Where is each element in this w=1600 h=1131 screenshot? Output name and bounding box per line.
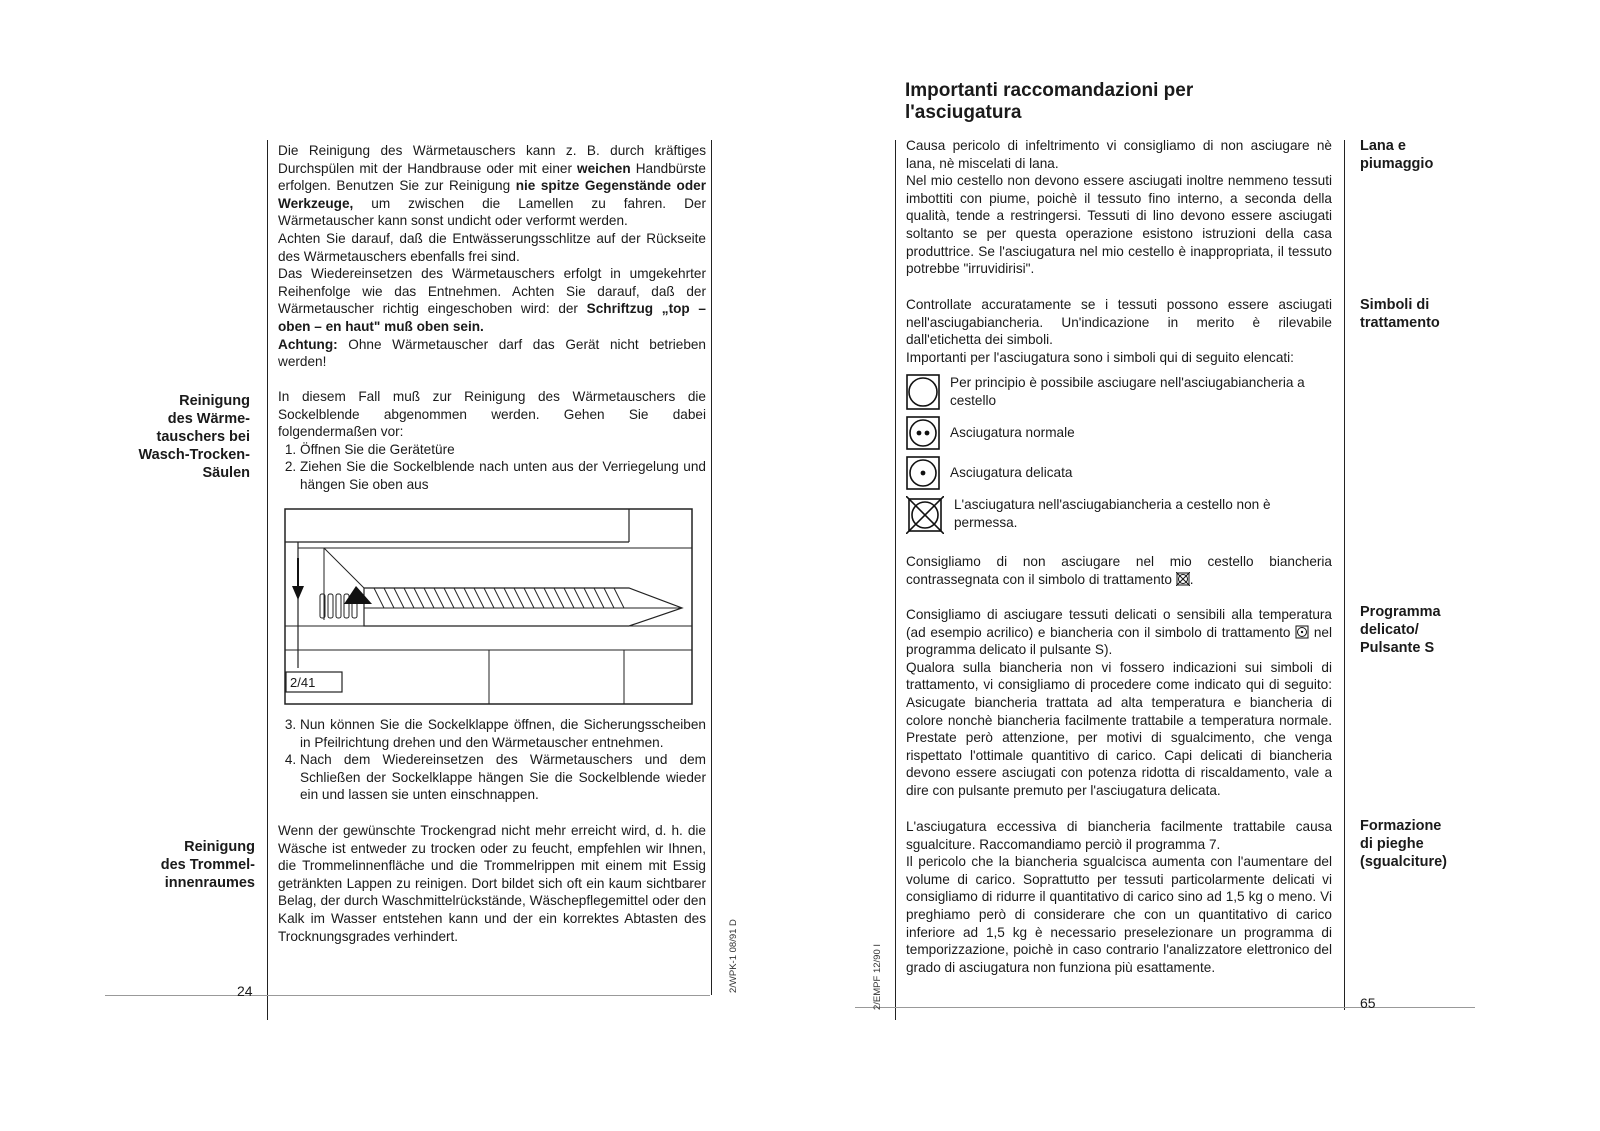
code-tag-right: 2/EMPF 12/90 I [872, 943, 883, 1010]
paragraph: Il pericolo che la biancheria sgualcisca aumenta con l'aumentare del volume di carico. Soprattutto per tessuti particolarmente delicati vi consigliamo di ridurre il quantitativo di carico sino ad 1,5 kg o meno. Vi preghiamo però di considerare che con un quantitativo di carico inferiore ad 1,5 kg è necessario preselezionare un programma di temporizzazione, poichè in caso contrario l'analizzatore elettronico del grado di asciugatura non funziona più esattamente. [906, 854, 1332, 975]
symbols-list [906, 374, 1332, 540]
left-right-rule [711, 140, 712, 995]
paragraph: Qualora sulla biancheria non vi fossero indicazioni sui simboli di trattamento, vi consigliamo di procedere come indicato qui di seguito: Asicugate biancheria trattata ad alta temperatura e biancheria di colore nonchè biancheria facilmente trattabile a temperatura normale. Prestate però attenzione, per motivi di sgualcimento, che venga rispettato l'ottimale quantitivo di carico. Capi delicati di biancheria devono essere asciugati con potenza ridotta di riscaldamento, vale a dire con pulsante premuto per l'asciugatura delicata. [906, 659, 1332, 798]
right-symbols-text [906, 296, 1332, 366]
heading-drum-interior: Reinigung des Trommel- innenraumes [160, 839, 255, 891]
paragraph: Importanti per l'asciugatura sono i simboli qui di seguito elencati: [906, 349, 1294, 365]
page-number-right: 65 [1360, 995, 1376, 1011]
tumble-dry-delicate-icon [906, 456, 940, 490]
paragraph: Das Wiedereinsetzen des Wärmetauschers erfolgt in umgekehrter Reihenfolge wie das Entnehmen. Achten Sie darauf, daß der Wärmetauscher richtig eingeschoben wird: der Schriftzug „top – oben – en haut" muß oben sein. [278, 266, 706, 334]
do-not-tumble-dry-icon [1176, 572, 1190, 586]
left-footer-rule [105, 995, 710, 996]
page-title: Importanti raccomandazioni per l'asciugatura [905, 80, 1194, 123]
steps-list-a [278, 441, 706, 494]
warning-paragraph: Achtung: Ohne Wärmetauscher darf das Gerät nicht betrieben werden! [278, 336, 706, 370]
heat-exchanger-figure [284, 508, 694, 706]
paragraph: Causa pericolo di infeltrimento vi consigliamo di non asciugare nè lana, nè miscelati di lana. [906, 138, 1332, 171]
list-item: L'asciugatura nell'asciugabiancheria a cestello non è permessa. [906, 496, 1332, 534]
left-drum-text [278, 822, 706, 945]
heading-creases: Formazione di pieghe (sgualciture) [1360, 818, 1448, 870]
list-item: 2. Ziehen Sie die Sockelblende nach unten aus der Verriegelung und hängen Sie oben aus [300, 458, 706, 493]
right-left-rule [895, 140, 896, 1020]
paragraph: L'asciugatura eccessiva di biancheria facilmente trattabile causa sgualciture. Raccomandiamo perciò il programma 7. [906, 819, 1332, 852]
tumble-dry-allowed-icon [906, 374, 940, 410]
list-item: 3. Nun können Sie die Sockelklappe öffnen, die Sicherungsscheiben in Pfeilrichtung drehen und den Wärmetauscher entnehmen. [300, 716, 706, 751]
right-footer-rule [855, 1007, 1475, 1008]
paragraph: Die Reinigung des Wärmetauschers kann z. B. durch kräftiges Durchspülen mit der Handbrause oder mit einer weichen Handbürste erfolgen. Benutzen Sie zur Reinigung nie spitze Gegenstände oder Werkzeuge, um zwischen die Lamellen zu fahren. Der Wärmetauscher kann sonst undicht oder verformt werden. [278, 143, 706, 229]
tumble-dry-delicate-icon [1295, 625, 1309, 639]
do-not-tumble-dry-icon [906, 496, 944, 534]
heading-delicate: Programma delicato/ Pulsante S [1360, 604, 1441, 656]
paragraph: Achten Sie darauf, daß die Entwässerungsschlitze auf der Rückseite des Wärmetauschers ebenfalls frei sind. [278, 230, 706, 264]
steps-list-b [278, 716, 706, 804]
right-creases-text [906, 818, 1332, 976]
heading-heat-exchanger: Reinigung des Wärme- tauschers bei Wasch-Trocken- Säulen [138, 393, 250, 481]
paragraph: Wenn der gewünschte Trockengrad nicht mehr erreicht wird, d. h. die Wäsche ist entweder zu trocken oder zu feucht, empfehlen wir Ihnen, die Trommelinnenfläche und die Trommelrippen mit einem mit Essig getränkten Lappen zu reinigen. Dort bildet sich oft ein kaum sichtbarer Belag, der durch Waschmittelrückstände, Wäschepflegemittel oder den Kalk im Wasser entstehen kann und der ein korrektes Abtasten des Trocknungsgrades verhindert. [278, 823, 706, 944]
figure-label: 2/41 [290, 675, 316, 690]
paragraph: Consigliamo di asciugare tessuti delicati o sensibili alla temperatura (ad esempio acrilico) e biancheria con il simbolo di trattamento nel programma delicato il pulsante S). [906, 607, 1332, 658]
list-item: Asciugatura delicata [906, 456, 1332, 490]
right-not-allowed-text [906, 553, 1332, 588]
list-item: Per principio è possibile asciugare nell'asciugabiancheria a cestello [906, 374, 1332, 410]
list-item: 1. Öffnen Sie die Gerätetüre [300, 441, 706, 459]
right-wool-text [906, 137, 1332, 278]
paragraph: Consigliamo di non asciugare nel mio cestello biancheria contrassegnata con il simbolo di trattamento . [906, 554, 1332, 587]
heading-symbols: Simboli di trattamento [1360, 297, 1440, 331]
left-steps-b [278, 716, 706, 804]
tumble-dry-normal-icon [906, 416, 940, 450]
list-item: Asciugatura normale [906, 416, 1332, 450]
left-base-panel-text [278, 388, 706, 494]
paragraph: Nel mio cestello non devono essere asciugati inoltre nemmeno tessuti imbottiti con piume, poichè il tessuto fino interno, a seconda della qualità, tende a restringersi. Tessuti di lino devono essere asciugati soltanto se per questa operazione esistono istruzioni della casa produttrice. Se l'asciugatura nel mio cestello è inappropriata, il tessuto potrebbe "irruvidirisi". [906, 173, 1332, 277]
code-tag-left: 2/WPK-1 08/91 D [728, 919, 739, 993]
right-column-rule [1344, 140, 1345, 1010]
heading-wool: Lana e piumaggio [1360, 138, 1434, 172]
page-number-left: 24 [237, 983, 253, 999]
list-item: 4. Nach dem Wiedereinsetzen des Wärmetauschers und dem Schließen der Sockelklappe hängen Sie die Sockelblende wieder ein und lassen sie unten einschnappen. [300, 751, 706, 804]
right-delicate-text [906, 606, 1332, 800]
left-intro-text [278, 142, 706, 371]
paragraph: Controllate accuratamente se i tessuti possono essere asciugati nell'asciugabiancheria. Un'indicazione in merito è rilevabile dall'etichetta dei simboli. [906, 297, 1332, 348]
left-column-rule [267, 140, 268, 1020]
paragraph: In diesem Fall muß zur Reinigung des Wärmetauschers die Sockelblende abgenommen werden. Gehen Sie dabei folgendermaßen vor: [278, 389, 706, 440]
